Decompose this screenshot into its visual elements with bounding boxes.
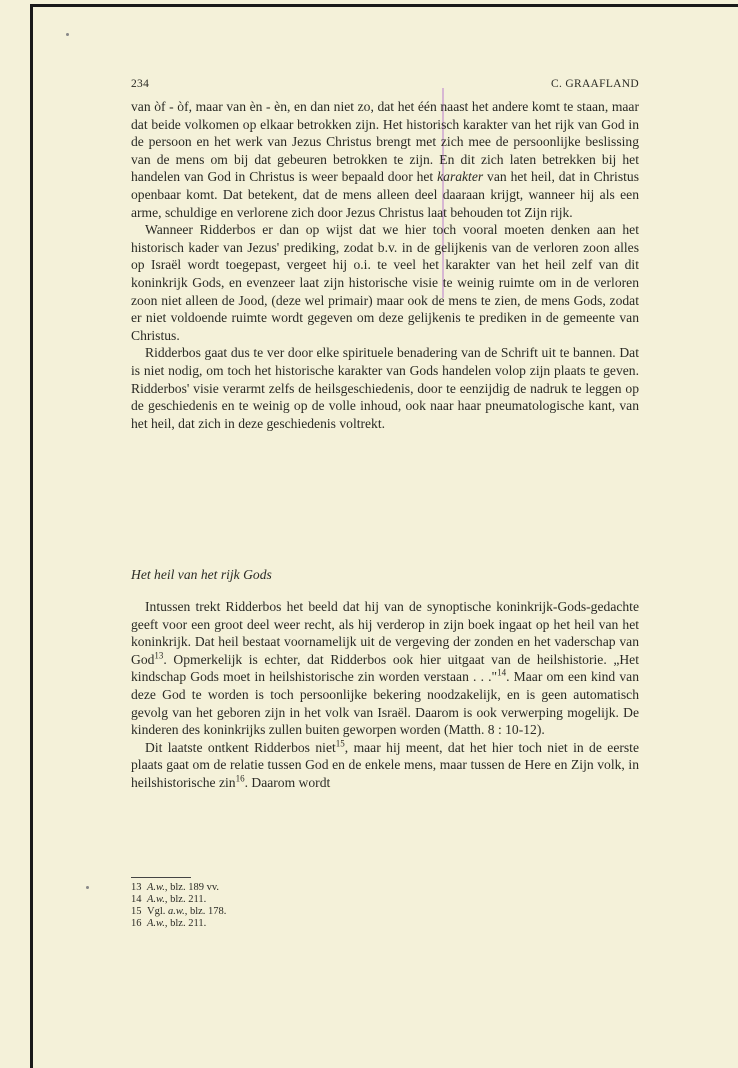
- footnote-divider: [131, 877, 191, 878]
- paragraph: Dit laatste ontkent Ridderbos niet$^{15}$, maar hij meent, dat het hier toch niet in de eerste plaats gaat om de relatie tussen God en de enkele mens, maar tussen de Here en Zijn volk, in heilshistorische zin$^{16}$. Daarom wordt: [131, 738, 639, 790]
- scan-speck: [86, 886, 89, 889]
- section-body: [131, 598, 639, 792]
- running-author: C. GRAAFLAND: [551, 78, 639, 90]
- section-heading: Het heil van het rijk Gods: [131, 567, 272, 582]
- footnote: 13 A.w., blz. 189 vv.: [131, 882, 220, 893]
- footnote-ref: 14: [497, 667, 507, 678]
- footnote-ref: 13: [154, 650, 164, 661]
- footnote: 16 A.w., blz. 211.: [131, 918, 207, 929]
- footnote: 14 A.w., blz. 211.: [131, 894, 207, 905]
- body-text: [131, 98, 639, 432]
- scan-border-left: [30, 4, 33, 1068]
- paragraph: van òf - òf, maar van èn - èn, en dan niet zo, dat het één naast het andere komt te staan, maar dat beide volkomen op elkaar betrokken zijn. Het historisch karakter van het rijk van God in de persoon en het werk van Jezus Christus brengt met zich mee de persoonlijke beslissing van de mens om bij dat gebeuren betrokken te zijn. En dit zich laten betrekken bij het handelen van God in Christus is weer bepaald door het karakter van het heil, dat in Christus openbaar komt. Dat betekent, dat de mens alleen deel daaraan krijgt, wanneer hij als een arme, schuldige en verlorene zich door Jezus Christus laat behouden tot Zijn rijk.: [131, 99, 639, 220]
- footnote: 15 Vgl. a.w., blz. 178.: [131, 906, 227, 917]
- footnotes: [131, 882, 431, 930]
- paragraph: Wanneer Ridderbos er dan op wijst dat we hier toch vooral moeten denken aan het historisch kader van Jezus' prediking, zodat b.v. in de gelijkenis van de verloren zoon alles op Israël wordt toegepast, vergeet hij o.i. te veel het karakter van het heil zelf van dit koninkrijk Gods, en evenzeer laat zijn historische visie te weinig ruimte om in de verloren zoon niet alleen de Jood, (deze wel primair) maar ook de mens te zien, de mens Gods, zodat er niet voldoende ruimte wordt gegeven om deze gelijkenis te prediken in de gemeente van Christus.: [131, 222, 639, 343]
- running-header: [131, 78, 639, 94]
- footnote-ref: 15: [335, 738, 345, 749]
- paragraph: Intussen trekt Ridderbos het beeld dat hij van de synoptische koninkrijk-Gods-gedachte geeft voor een groot deel weer recht, als hij verderop in zijn boek ingaat op het heil van het koninkrijk. Dat heil bestaat voornamelijk uit de vergeving der zonden en het vaderschap van God$^{13}$. Opmerkelijk is echter, dat Ridderbos ook hier uitgaat van de heilshistorie. „Het kindschap Gods moet in heilshistorische zin worden verstaan . . ."$^{14}$. Maar om een kind van deze God te worden is toch persoonlijke bekering noodzakelijk, en is geen automatisch gevolg van het geboren zijn in het volk van Israël. Daarom is ook verwerping mogelijk. De kinderen des koninkrijks zullen buiten geworpen worden (Matth. 8 : 10-12).: [131, 599, 639, 738]
- scan-speck: [66, 33, 69, 36]
- footnote-ref: 16: [235, 773, 245, 784]
- scan-border-top: [30, 4, 738, 7]
- page-number: 234: [131, 78, 150, 90]
- paragraph: Ridderbos gaat dus te ver door elke spirituele benadering van de Schrift uit te bannen. Dat is niet nodig, om toch het historische karakter van Gods handelen volop zijn plaats te geven. Ridderbos' visie verarmt zelfs de heilsgeschiedenis, door te eenzijdig de nadruk te leggen op de geschiedenis en te weinig op de volle inhoud, ook naar haar pneumatologische kant, van het heil, dat zich in deze geschiedenis voltrekt.: [131, 345, 639, 431]
